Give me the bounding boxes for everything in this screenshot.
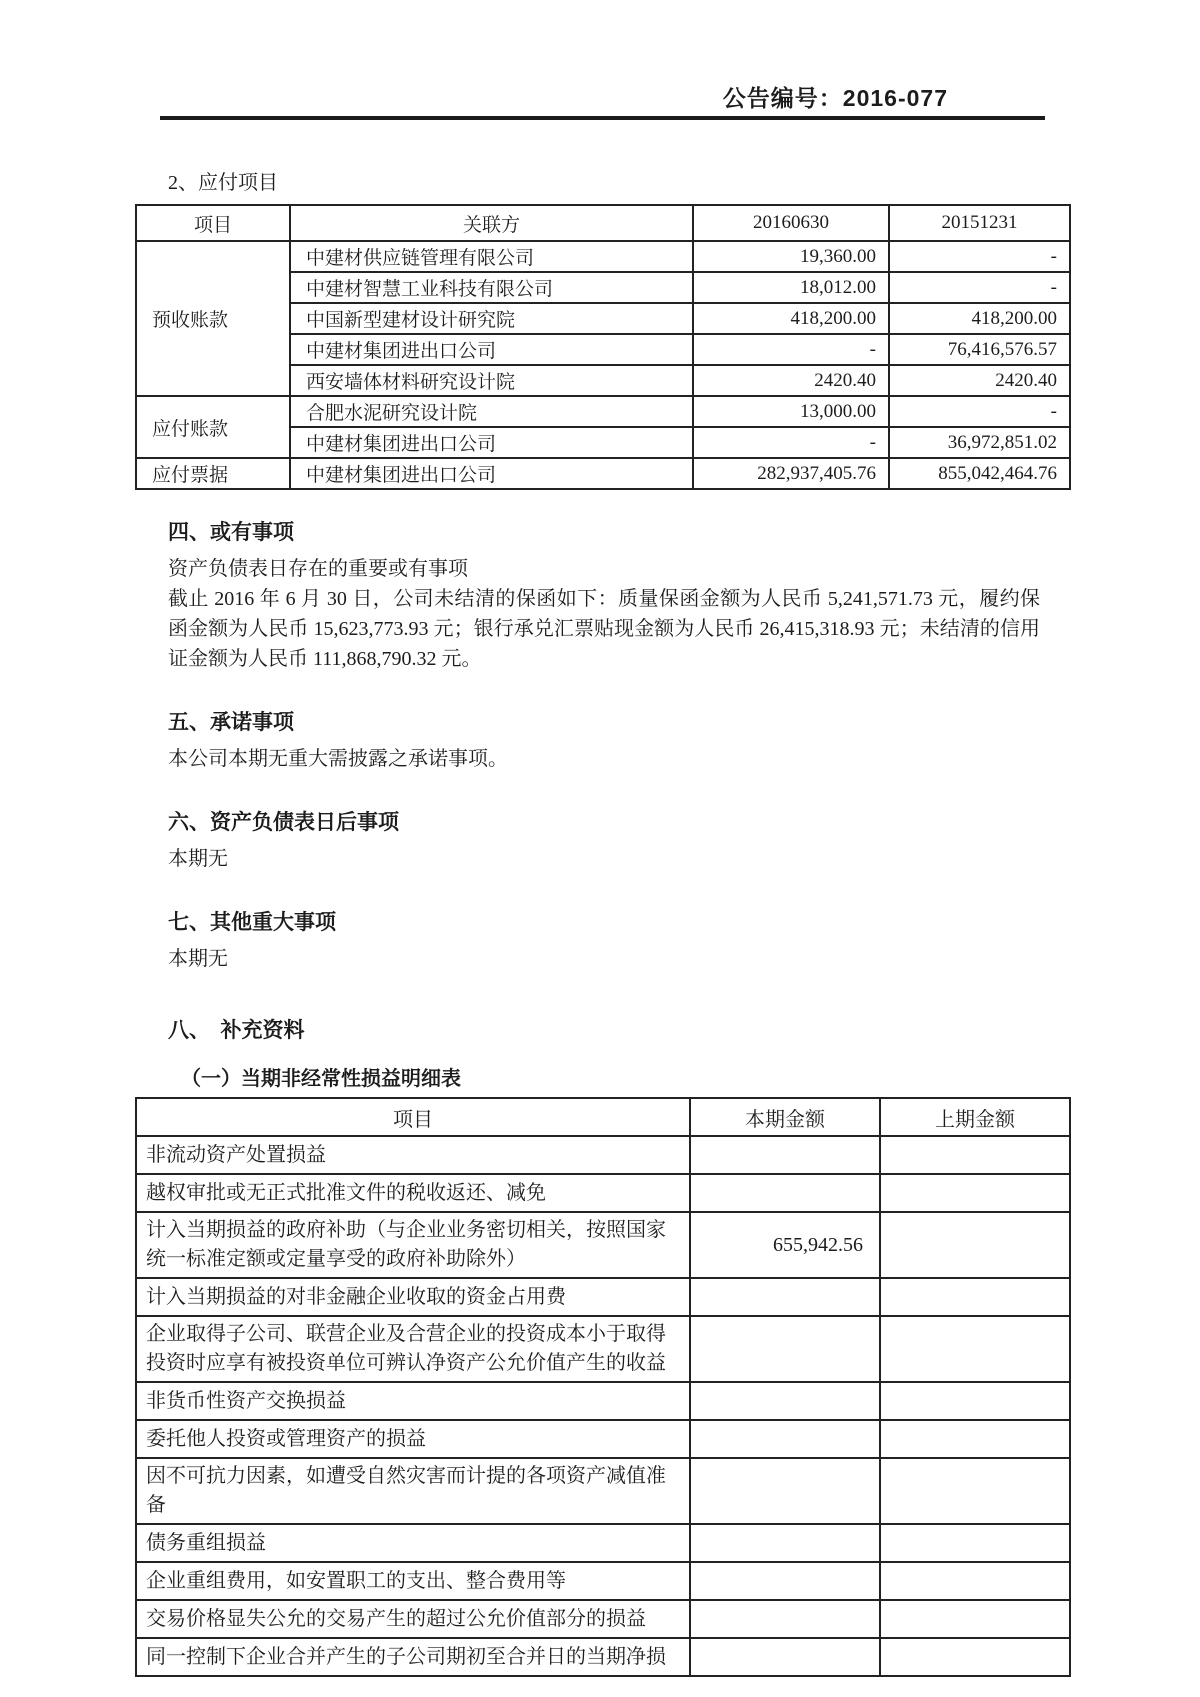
party-cell: 中建材集团进出口公司 <box>290 458 693 489</box>
item-cell: 委托他人投资或管理资产的损益 <box>136 1420 690 1458</box>
amount-cell <box>880 1562 1070 1600</box>
other-major-body: 本期无 <box>168 948 228 970</box>
header-divider <box>160 116 1045 120</box>
amount-cell <box>690 1420 880 1458</box>
amount-cell <box>690 1278 880 1316</box>
item-cell: 非货币性资产交换损益 <box>136 1382 690 1420</box>
commitments-title: 五、承诺事项 <box>168 711 294 734</box>
post-balance-sheet-body: 本期无 <box>168 848 228 870</box>
amount-cell <box>880 1316 1070 1382</box>
amount-cell <box>880 1638 1070 1676</box>
column-header-20160630: 20160630 <box>693 205 889 241</box>
contingency-body: 截止 2016 年 6 月 30 日，公司未结清的保函如下：质量保函金额为人民币 5,241,571.73 元，履约保函金额为人民币 15,623,773.93 元；银行承兑汇票贴现金额为人民币 26,415,318.93 元；未结清的信用证金额为人民币 111,868,790.32 元。 <box>168 588 1040 670</box>
amount-cell: - <box>693 334 889 365</box>
amount-cell <box>690 1382 880 1420</box>
table-row <box>136 1524 1070 1562</box>
amount-cell: 13,000.00 <box>693 396 889 427</box>
item-cell: 越权审批或无正式批准文件的税收返还、减免 <box>136 1174 690 1212</box>
column-header-item: 项目 <box>136 205 290 241</box>
party-cell: 中国新型建材设计研究院 <box>290 303 693 334</box>
amount-cell: 655,942.56 <box>690 1212 880 1278</box>
commitments-body: 本公司本期无重大需披露之承诺事项。 <box>168 748 508 770</box>
post-balance-sheet-title: 六、资产负债表日后事项 <box>168 811 399 834</box>
table-row <box>136 396 1070 427</box>
document-content <box>135 166 1069 1677</box>
column-header-item: 项目 <box>136 1098 690 1136</box>
amount-cell <box>690 1600 880 1638</box>
amount-cell: 76,416,576.57 <box>889 334 1070 365</box>
table-row <box>136 1420 1070 1458</box>
amount-cell <box>690 1136 880 1174</box>
table-row <box>136 1212 1070 1278</box>
party-cell: 合肥水泥研究设计院 <box>290 396 693 427</box>
item-cell: 计入当期损益的政府补助（与企业业务密切相关，按照国家统一标准定额或定量享受的政府补助除外） <box>136 1212 690 1278</box>
payables-section-title: 2、应付项目 <box>168 172 278 194</box>
table-row <box>136 1562 1070 1600</box>
non-recurring-header-row <box>136 1098 1070 1136</box>
amount-cell: - <box>693 427 889 458</box>
amount-cell: 418,200.00 <box>693 303 889 334</box>
item-cell: 计入当期损益的对非金融企业收取的资金占用费 <box>136 1278 690 1316</box>
amount-cell: 19,360.00 <box>693 241 889 272</box>
amount-cell <box>690 1316 880 1382</box>
item-cell: 同一控制下企业合并产生的子公司期初至合并日的当期净损 <box>136 1638 690 1676</box>
category-cell-accounts-payable: 应付账款 <box>136 396 290 458</box>
table-row <box>136 241 1070 272</box>
party-cell: 中建材集团进出口公司 <box>290 334 693 365</box>
amount-cell <box>880 1420 1070 1458</box>
non-recurring-items-table <box>135 1097 1071 1677</box>
payables-table <box>135 204 1071 490</box>
amount-cell <box>880 1278 1070 1316</box>
table-row <box>136 458 1070 489</box>
amount-cell <box>880 1382 1070 1420</box>
table-row <box>136 1278 1070 1316</box>
item-cell: 非流动资产处置损益 <box>136 1136 690 1174</box>
table-row <box>136 1174 1070 1212</box>
amount-cell <box>880 1212 1070 1278</box>
item-cell: 交易价格显失公允的交易产生的超过公允价值部分的损益 <box>136 1600 690 1638</box>
amount-cell: - <box>889 272 1070 303</box>
amount-cell <box>690 1524 880 1562</box>
column-header-party: 关联方 <box>290 205 693 241</box>
contingency-intro: 资产负债表日存在的重要或有事项 <box>168 558 468 580</box>
party-cell: 中建材供应链管理有限公司 <box>290 241 693 272</box>
amount-cell <box>690 1458 880 1524</box>
table-row <box>136 1316 1070 1382</box>
column-header-current: 本期金额 <box>690 1098 880 1136</box>
table-row <box>136 1638 1070 1676</box>
amount-cell <box>690 1638 880 1676</box>
table-row <box>136 1382 1070 1420</box>
category-cell-advance-receipts: 预收账款 <box>136 241 290 396</box>
amount-cell <box>690 1174 880 1212</box>
item-cell: 债务重组损益 <box>136 1524 690 1562</box>
category-cell-notes-payable: 应付票据 <box>136 458 290 489</box>
amount-cell <box>880 1174 1070 1212</box>
column-header-20151231: 20151231 <box>889 205 1070 241</box>
amount-cell: - <box>889 241 1070 272</box>
non-recurring-table-title: （一）当期非经常性损益明细表 <box>181 1068 461 1090</box>
payables-header-row <box>136 205 1070 241</box>
table-row <box>136 1458 1070 1524</box>
amount-cell: 855,042,464.76 <box>889 458 1070 489</box>
amount-cell <box>880 1600 1070 1638</box>
amount-cell: 2420.40 <box>889 365 1070 396</box>
amount-cell <box>690 1562 880 1600</box>
table-row <box>136 1136 1070 1174</box>
party-cell: 中建材集团进出口公司 <box>290 427 693 458</box>
amount-cell: 418,200.00 <box>889 303 1070 334</box>
item-cell: 企业重组费用，如安置职工的支出、整合费用等 <box>136 1562 690 1600</box>
amount-cell <box>880 1458 1070 1524</box>
amount-cell: 2420.40 <box>693 365 889 396</box>
supplementary-title: 八、 补充资料 <box>168 1019 305 1042</box>
item-cell: 企业取得子公司、联营企业及合营企业的投资成本小于取得投资时应享有被投资单位可辨认净资产公允价值产生的收益 <box>136 1316 690 1382</box>
other-major-title: 七、其他重大事项 <box>168 911 336 934</box>
column-header-prior: 上期金额 <box>880 1098 1070 1136</box>
contingency-title: 四、或有事项 <box>168 521 294 544</box>
party-cell: 西安墙体材料研究设计院 <box>290 365 693 396</box>
amount-cell: 282,937,405.76 <box>693 458 889 489</box>
amount-cell: 18,012.00 <box>693 272 889 303</box>
party-cell: 中建材智慧工业科技有限公司 <box>290 272 693 303</box>
table-row <box>136 1600 1070 1638</box>
amount-cell: - <box>889 396 1070 427</box>
amount-cell <box>880 1524 1070 1562</box>
amount-cell: 36,972,851.02 <box>889 427 1070 458</box>
amount-cell <box>880 1136 1070 1174</box>
announcement-number: 公告编号：2016-077 <box>722 85 948 111</box>
item-cell: 因不可抗力因素，如遭受自然灾害而计提的各项资产减值准备 <box>136 1458 690 1524</box>
